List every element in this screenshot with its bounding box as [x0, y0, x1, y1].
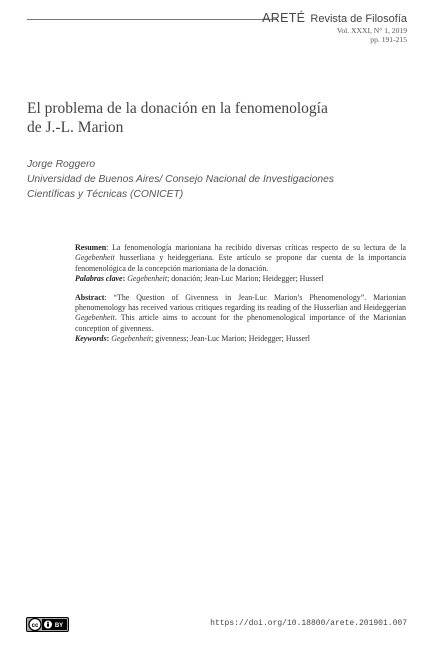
- author-name: Jorge Roggero: [27, 159, 96, 170]
- resumen-label: Resumen: [75, 243, 107, 252]
- abstract-label: Abstract: [75, 292, 105, 302]
- resumen-text-a: : La fenomenología marioniana ha recibido diversas críticas respecto de su lectura de la: [106, 243, 406, 252]
- journal-subtitle: Revista de Filosofía: [310, 13, 407, 25]
- affiliation-line-1: Universidad de Buenos Aires/ Consejo Nacional de Investigaciones: [27, 174, 334, 185]
- abstracts-block: [75, 243, 406, 345]
- palabras-clave-term: Gegebenheit: [127, 274, 168, 284]
- keywords-term: Gegebenheit: [111, 334, 152, 344]
- title-line-2: de J.-L. Marion: [27, 119, 124, 136]
- abstract-term: Gegebenheit: [75, 313, 115, 323]
- volume-info: Vol. XXXI, N° 1, 2019: [336, 26, 407, 35]
- title-line-1: El problema de la donación en la fenomenología: [27, 100, 328, 117]
- doi-link[interactable]: https://doi.org/10.18800/arete.201901.007: [210, 619, 407, 628]
- cc-license-badge[interactable]: [26, 617, 69, 632]
- journal-name: [262, 11, 407, 25]
- author-block: [27, 157, 397, 202]
- article-title: [27, 99, 387, 137]
- keywords-line: Keywords: Gegebenheit; givenness; Jean-Luc Marion; Heidegger; Husserl: [75, 334, 310, 344]
- abstract-text-b: . This article aims to account for the phenomenological importance of the Marionian conception of givenness.: [75, 313, 406, 333]
- keywords-label: Keywords: [75, 334, 107, 344]
- keywords-rest: ; givenness; Jean-Luc Marion; Heidegger; Husserl: [151, 334, 310, 344]
- abstract-text-a: : “The Question of Givenness in Jean-Luc Marion’s Phenomenology”. Marionian phenomenology has received various critiques regarding its reading of the Husserlian and Heideggerian: [75, 292, 406, 313]
- resumen-term: Gegebenheit: [75, 253, 115, 263]
- svg-text:cc: cc: [31, 622, 39, 629]
- palabras-clave-line: Palabras clave: Gegebenheit; donación; Jean-Luc Marion; Heidegger; Husserl: [75, 274, 324, 284]
- creative-commons-icon: [26, 617, 69, 632]
- license-text: BY: [54, 623, 64, 629]
- abstract-paragraph: [75, 293, 406, 335]
- palabras-clave-label: Palabras clave: [75, 274, 123, 284]
- page-range: pp. 191-215: [370, 35, 407, 44]
- header-rule: [27, 19, 278, 20]
- palabras-clave-rest: ; donación; Jean-Luc Marion; Heidegger; Husserl: [167, 274, 324, 284]
- journal-brand: ARETÉ: [262, 11, 306, 25]
- affiliation-line-2: Científicas y Técnicas (CONICET): [27, 189, 184, 200]
- resumen-paragraph: [75, 243, 406, 274]
- resumen-text-b: husserliana y heideggeriana. Este artículo se propone dar cuenta de la importancia fenomenológica de la concepción marioniana de la donación.: [75, 253, 406, 273]
